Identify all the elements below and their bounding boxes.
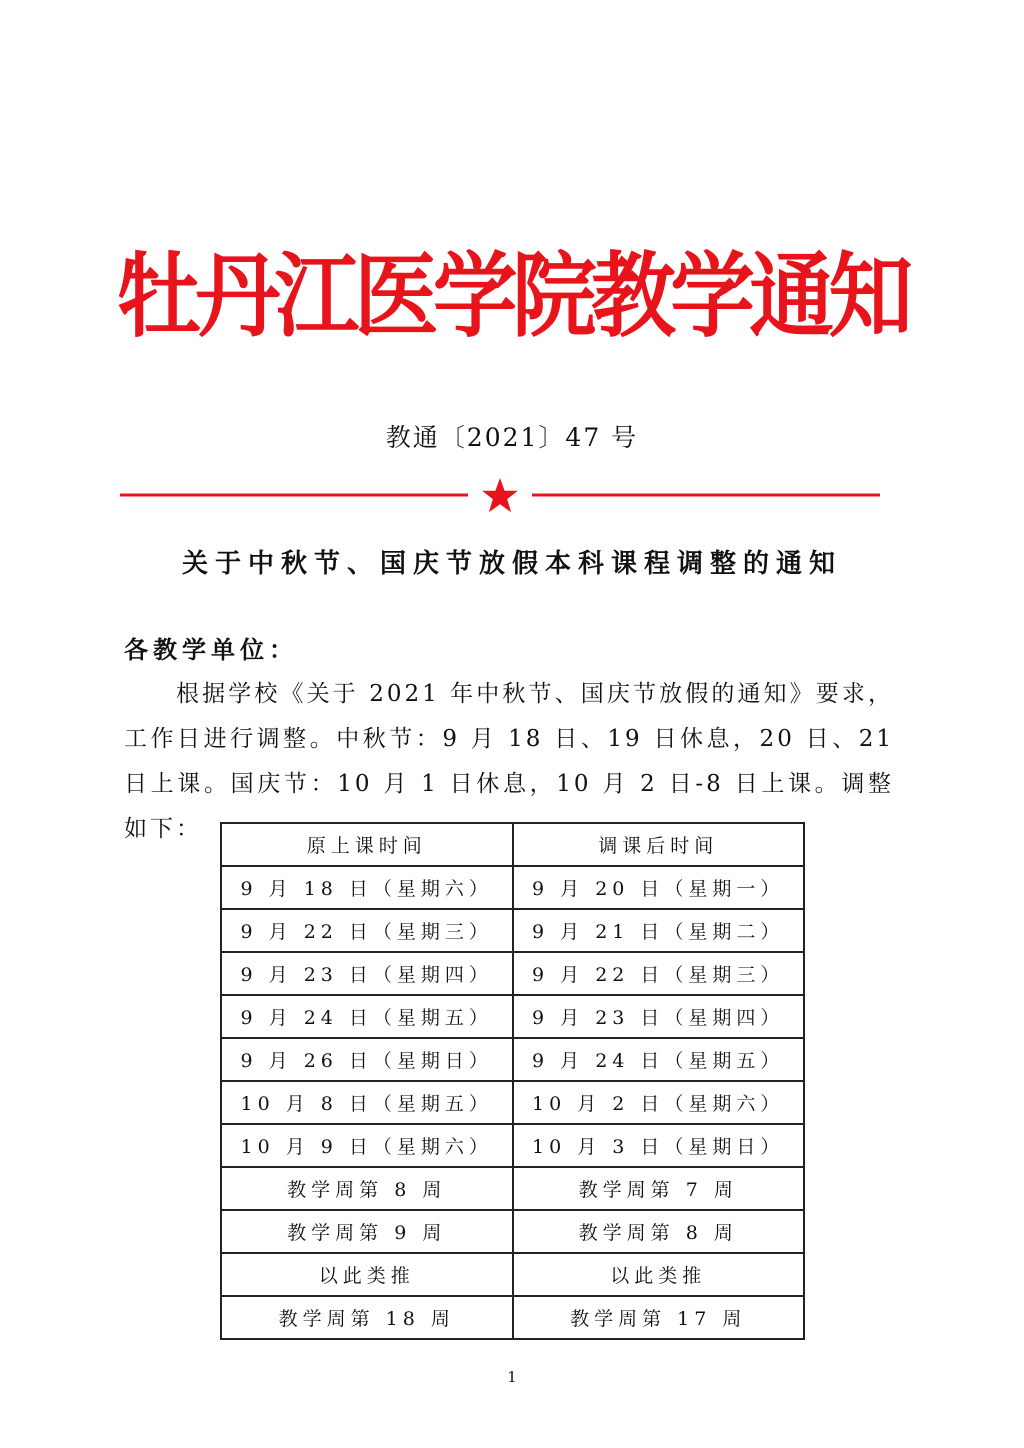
original-time-cell: 教学周第 8 周 — [221, 1167, 513, 1210]
table-row — [221, 1296, 804, 1339]
adjusted-time-cell: 9 月 21 日（星期二） — [513, 909, 805, 952]
original-time-cell: 教学周第 9 周 — [221, 1210, 513, 1253]
header-adjusted-time: 调课后时间 — [513, 823, 805, 866]
adjusted-time-cell: 以此类推 — [513, 1253, 805, 1296]
table-row — [221, 952, 804, 995]
table-header-row — [221, 823, 804, 866]
adjusted-time-cell: 10 月 3 日（星期日） — [513, 1124, 805, 1167]
adjusted-time-cell: 教学周第 7 周 — [513, 1167, 805, 1210]
red-separator — [120, 478, 880, 514]
adjusted-time-cell: 教学周第 8 周 — [513, 1210, 805, 1253]
notice-title: 关于中秋节、国庆节放假本科课程调整的通知 — [181, 549, 842, 579]
table-row — [221, 1167, 804, 1210]
original-time-cell: 教学周第 18 周 — [221, 1296, 513, 1339]
adjusted-time-cell: 教学周第 17 周 — [513, 1296, 805, 1339]
table-row — [221, 1124, 804, 1167]
adjusted-time-cell: 9 月 22 日（星期三） — [513, 952, 805, 995]
original-time-cell: 10 月 9 日（星期六） — [221, 1124, 513, 1167]
document-number: 教通〔2021〕47 号 — [385, 423, 639, 452]
schedule-table — [220, 822, 805, 1340]
table-row — [221, 1081, 804, 1124]
table-row — [221, 866, 804, 909]
original-time-cell: 9 月 23 日（星期四） — [221, 952, 513, 995]
page-number: 1 — [507, 1368, 517, 1386]
body-paragraph: 根据学校《关于 2021 年中秋节、国庆节放假的通知》要求，工作日进行调整。中秋节：9 月 18 日、19 日休息，20 日、21 日上课。国庆节：10 月 1 日休息，10 月 2 日-8 日上课。调整如下： — [124, 681, 894, 842]
star-icon — [482, 478, 518, 512]
adjusted-time-cell: 9 月 24 日（星期五） — [513, 1038, 805, 1081]
table-row — [221, 1210, 804, 1253]
adjusted-time-cell: 9 月 23 日（星期四） — [513, 995, 805, 1038]
original-time-cell: 9 月 26 日（星期日） — [221, 1038, 513, 1081]
masthead-title: 牡丹江医学院教学通知 — [116, 243, 908, 350]
original-time-cell: 以此类推 — [221, 1253, 513, 1296]
original-time-cell: 9 月 18 日（星期六） — [221, 866, 513, 909]
adjusted-time-cell: 10 月 2 日（星期六） — [513, 1081, 805, 1124]
header-original-time: 原上课时间 — [221, 823, 513, 866]
table-row — [221, 1253, 804, 1296]
table-row — [221, 1038, 804, 1081]
salutation: 各教学单位： — [124, 635, 298, 664]
original-time-cell: 9 月 24 日（星期五） — [221, 995, 513, 1038]
table-row — [221, 909, 804, 952]
original-time-cell: 10 月 8 日（星期五） — [221, 1081, 513, 1124]
adjusted-time-cell: 9 月 20 日（星期一） — [513, 866, 805, 909]
original-time-cell: 9 月 22 日（星期三） — [221, 909, 513, 952]
table-row — [221, 995, 804, 1038]
